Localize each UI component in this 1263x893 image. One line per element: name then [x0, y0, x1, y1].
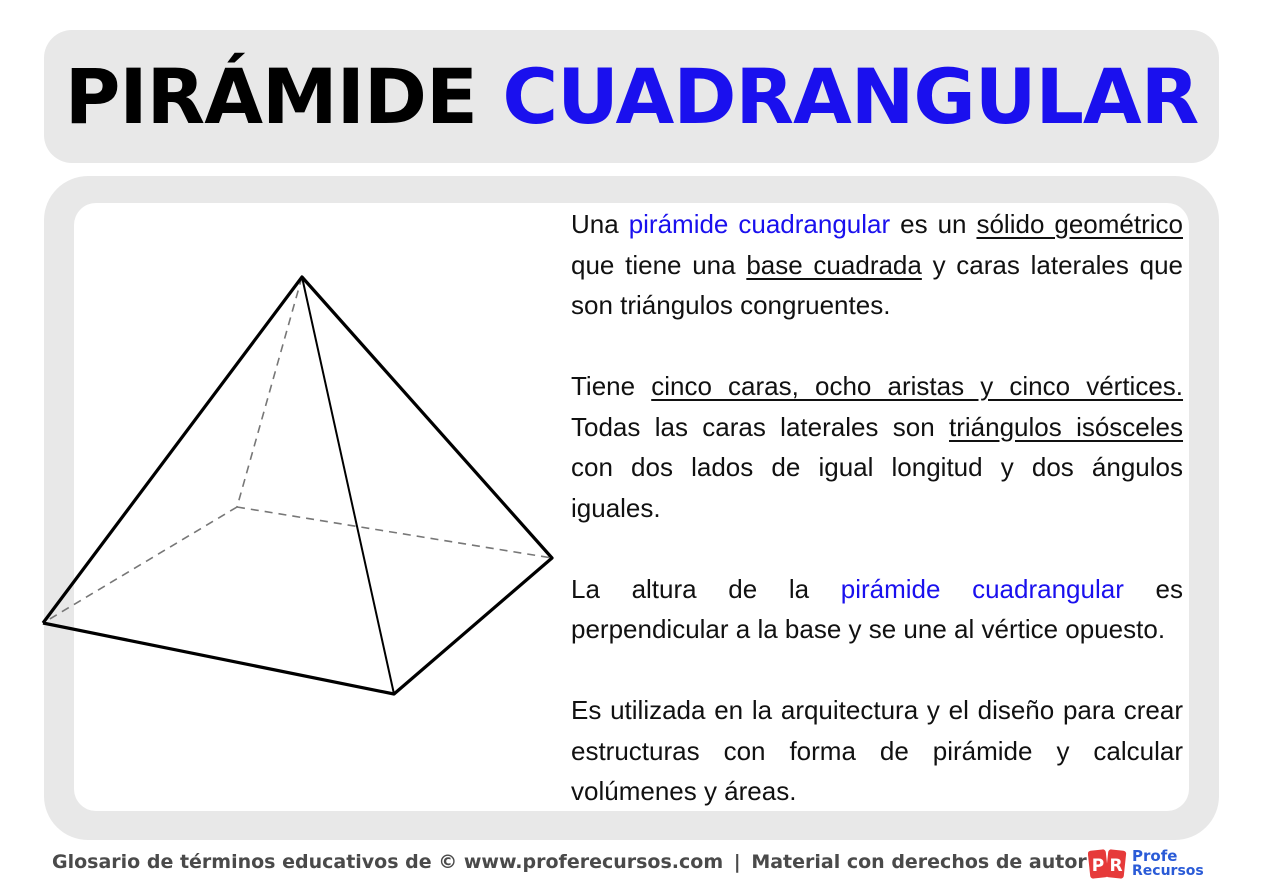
text-span: con dos lados de igual longitud y dos ángulos iguales.: [571, 452, 1183, 523]
logo-line-recursos: Recursos: [1132, 863, 1204, 879]
underlined-term: base cuadrada: [746, 249, 922, 280]
logo-line-profe: Profe: [1132, 847, 1178, 865]
underlined-term: cinco caras, ocho aristas y cinco vértices.: [651, 371, 1184, 401]
description-text: [571, 204, 1183, 852]
underlined-term: triángulos isósceles: [949, 411, 1184, 442]
text-span: Es utilizada en la arquitectura y el diseño para crear estructuras con forma de pirámide y calcular volúmenes y áreas.: [571, 695, 1183, 806]
logo-icon: [1088, 847, 1128, 881]
footer-credit: Glosario de términos educativos de © www.proferecursos.com: [52, 851, 724, 873]
footer-rights: Material con derechos de autor: [751, 851, 1087, 873]
text-span: La altura de la: [571, 573, 841, 604]
paragraph-definition: [571, 204, 1183, 326]
text-span: Tiene: [571, 371, 652, 401]
footer-separator: |: [733, 851, 741, 873]
brand-logo: [1088, 847, 1204, 881]
page-title: [64, 51, 1199, 141]
text-span: es un: [890, 209, 977, 239]
svg-text:P: P: [1091, 856, 1105, 876]
paragraph-properties: [571, 366, 1183, 528]
title-word-cuadrangular: CUADRANGULAR: [502, 51, 1199, 141]
title-word-piramide: PIRÁMIDE: [64, 51, 477, 141]
text-span: que tiene una: [571, 249, 747, 280]
paragraph-height: [571, 569, 1183, 650]
title-banner: [44, 30, 1219, 163]
underlined-term: sólido geométrico: [976, 209, 1183, 239]
logo-wordmark: [1132, 849, 1204, 879]
svg-text:R: R: [1109, 856, 1123, 876]
footer: [52, 851, 1087, 873]
text-span: Todas las caras laterales son: [571, 411, 950, 442]
text-span: es perpendicular a la base y se une al vértice opuesto.: [571, 573, 1183, 644]
text-span: y caras laterales que son triángulos congruentes.: [571, 249, 1183, 320]
highlight-term: pirámide cuadrangular: [628, 209, 891, 239]
paragraph-uses: [571, 690, 1183, 812]
highlight-term: pirámide cuadrangular: [840, 573, 1124, 604]
text-span: Una: [571, 209, 629, 239]
